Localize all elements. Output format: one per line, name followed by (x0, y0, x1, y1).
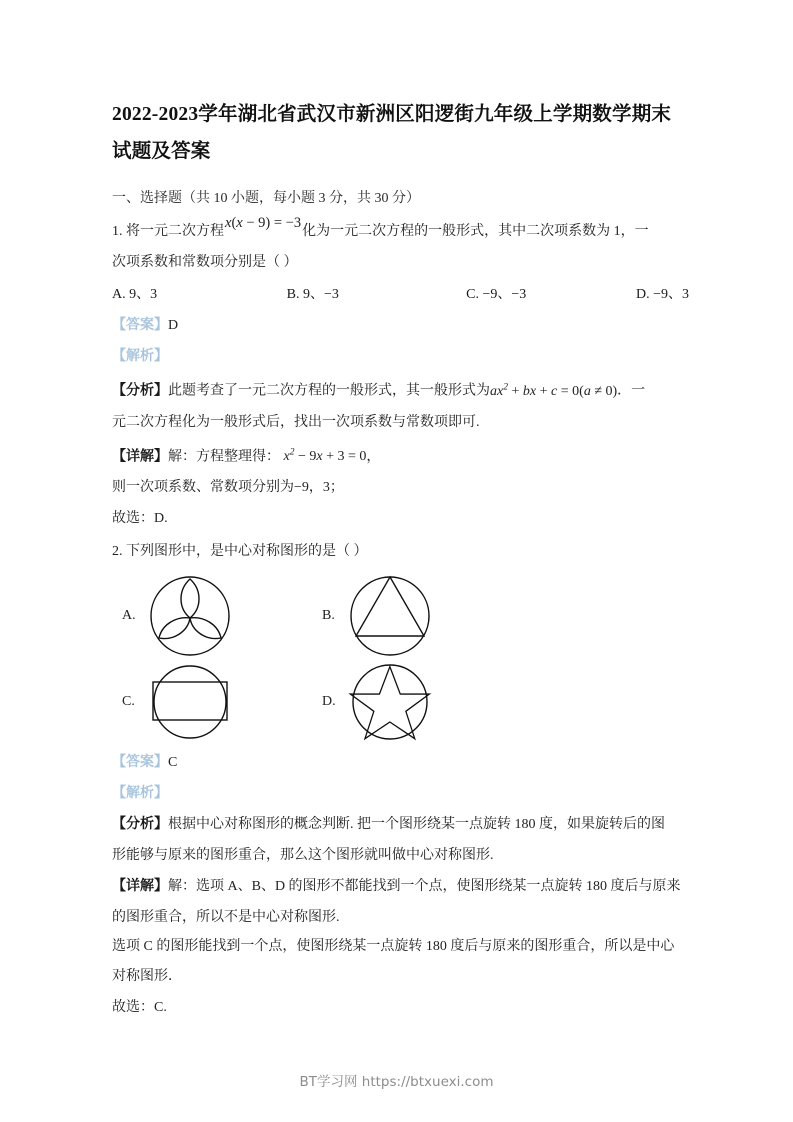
question-1-explain-tag-line (112, 341, 689, 372)
question-2-detail-line3: 选项 C 的图形能找到一个点，使图形绕某一点旋转 180 度后与原来的图形重合，所以是中心 (112, 939, 675, 955)
detail-tag: 【详解】 (112, 449, 168, 465)
question-2-detail-line2: 的图形重合，所以不是中心对称图形. (112, 910, 340, 926)
figure-option-d[interactable] (322, 660, 522, 744)
question-2-analysis-line2: 形能够与原来的图形重合，那么这个图形就叫做中心对称图形. (112, 848, 494, 864)
figure-c-label: C. (122, 694, 135, 710)
option-b-label: B. (286, 287, 300, 302)
question-1-detail-line2: 则一次项系数、常数项分别为−9，3； (112, 480, 344, 496)
question-1-formula: x(x − 9) = −3 (225, 215, 302, 231)
figure-option-a[interactable] (122, 574, 322, 658)
trefoil-in-circle-icon (148, 574, 232, 658)
analysis-tag: 【分析】 (112, 383, 168, 399)
detail-text-b: ， (366, 449, 381, 465)
question-2 (112, 536, 689, 1023)
detail-2-text: 解：选项 A、B、D 的图形不都能找到一个点，使图形绕某一点旋转 180 度后与原来 (168, 879, 681, 895)
option-b[interactable] (287, 280, 467, 310)
question-1-stem-after: 化为一元二次方程 (302, 224, 415, 239)
answer-value: D (168, 318, 179, 333)
section-heading: 一、选择题（共 10 小题，每小题 3 分，共 30 分） (112, 191, 420, 206)
question-1-stem-cont: 的一般形式，其中二次项系数为 1，一 (414, 224, 649, 239)
analysis-text-a: 此题考查了一元二次方程的一般形式，其一般形式为 (168, 383, 490, 399)
option-b-text: 9、−3 (303, 287, 339, 302)
analysis-tag-2: 【分析】 (112, 817, 168, 833)
option-d-text: −9、3 (653, 287, 689, 302)
question-1-analysis (112, 372, 689, 407)
triangle-in-circle-icon (348, 574, 432, 658)
question-1-stem (112, 216, 689, 247)
question-2-analysis-line1 (112, 809, 689, 840)
explain-tag-2: 【解析】 (112, 786, 168, 802)
analysis-text-b: ．一 (617, 383, 646, 399)
question-1-options (112, 280, 689, 310)
figure-d-label: D. (322, 694, 336, 710)
option-c-label: C. (466, 287, 479, 302)
question-2-explain-tag-line (112, 778, 689, 809)
question-2-figures (122, 573, 689, 745)
page-title: 2022-2023学年湖北省武汉市新洲区阳逻街九年级上学期数学期末试题及答案 (112, 104, 672, 162)
question-1-detail-line3: 故选：D. (112, 511, 168, 527)
analysis-2-text: 根据中心对称图形的概念判断. 把一个图形绕某一点旋转 180 度，如果旋转后的图 (168, 817, 665, 833)
question-2-number: 2. (112, 544, 123, 560)
option-a[interactable] (112, 280, 287, 310)
question-1-answer (112, 310, 689, 341)
detail-text-a: 解：方程整理得： (168, 449, 280, 465)
question-2-stem-text: 下列图形中，是中心对称图形的是（ ） (126, 544, 368, 560)
figure-option-b[interactable] (322, 574, 522, 658)
figure-row-bottom (122, 659, 689, 745)
question-2-detail-line4: 对称图形． (112, 969, 182, 985)
option-c-text: −9、−3 (482, 287, 527, 302)
star-in-circle-icon (348, 660, 432, 744)
option-c[interactable] (466, 280, 636, 310)
figure-row-top (122, 573, 689, 659)
question-1-number: 1. (112, 224, 123, 239)
detail-formula: $x^2 - 9x + 3 = 0$ (283, 447, 367, 465)
figure-a-label: A. (122, 608, 136, 624)
footer-watermark: BT学习网 https://btxuexi.com (299, 1074, 494, 1090)
answer-value-2: C (168, 755, 178, 771)
question-1-stem-line2: 次项系数和常数项分别是（ ） (112, 255, 298, 270)
detail-tag-2: 【详解】 (112, 879, 168, 895)
option-d[interactable] (636, 280, 689, 310)
answer-tag: 【答案】 (112, 318, 168, 333)
option-a-label: A. (112, 287, 126, 302)
explain-tag: 【解析】 (112, 349, 168, 364)
analysis-formula: $ax^2$ + bx + c = 0(a ≠ 0) (490, 382, 618, 399)
question-1-detail (112, 438, 689, 473)
question-2-answer (112, 747, 689, 778)
figure-option-c[interactable] (122, 660, 322, 744)
option-a-text: 9、3 (129, 287, 158, 302)
question-2-detail-line1 (112, 871, 689, 902)
question-2-stem (112, 536, 689, 567)
question-1 (112, 216, 689, 534)
question-1-stem-before: 将一元二次方程 (126, 224, 224, 239)
answer-tag-2: 【答案】 (112, 755, 168, 771)
question-2-detail-line5: 故选：C. (112, 1000, 167, 1016)
option-d-label: D. (635, 287, 650, 302)
figure-b-label: B. (322, 608, 335, 624)
question-1-analysis-line2: 元二次方程化为一般形式后，找出一次项系数与常数项即可. (112, 414, 480, 430)
rectangle-in-circle-icon (148, 660, 232, 744)
